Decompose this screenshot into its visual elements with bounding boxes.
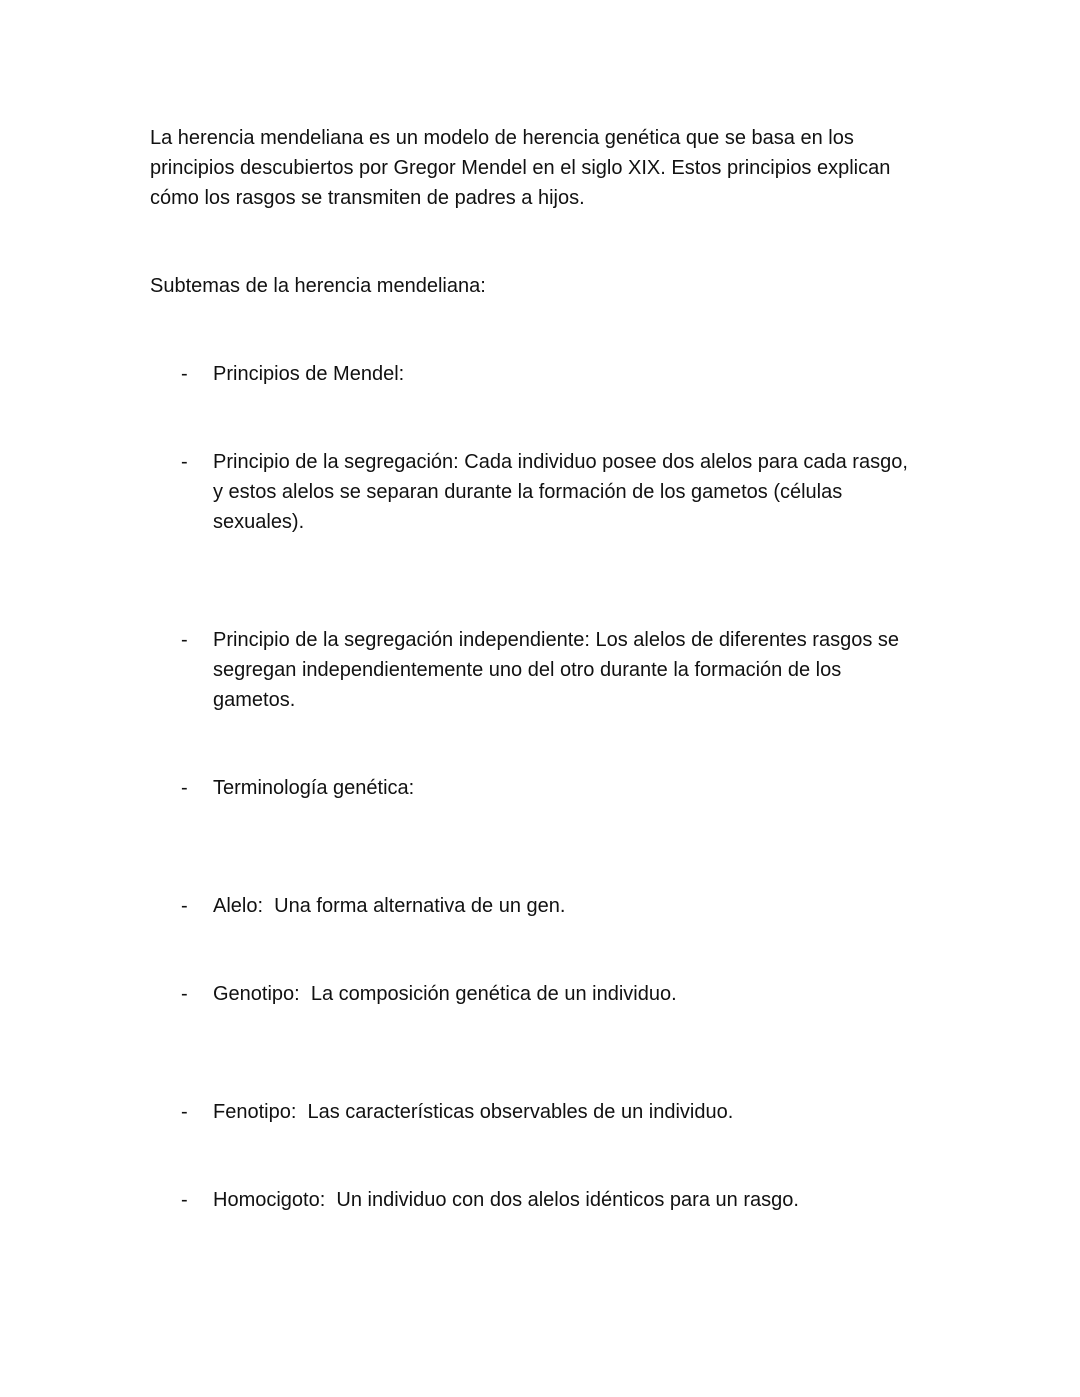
bullet-dash: -: [181, 363, 188, 385]
list-item-text: Alelo: Una forma alternativa de un gen.: [213, 895, 566, 917]
bullet-dash: -: [181, 1101, 188, 1123]
subtopics-heading: Subtemas de la herencia mendeliana:: [150, 275, 486, 297]
list-item-text: Genotipo: La composición genética de un individuo.: [213, 983, 677, 1005]
bullet-dash: -: [181, 451, 188, 473]
bullet-dash: -: [181, 629, 188, 651]
list-item-text: Principios de Mendel:: [213, 363, 405, 385]
intro-paragraph: La herencia mendeliana es un modelo de herencia genética que se basa en los principios descubiertos por Gregor Mendel en el siglo XIX. Estos principios explican cómo los rasgos se transmiten de padres a hijos.: [150, 127, 896, 209]
bullet-dash: -: [181, 983, 188, 1005]
list-item-text: Terminología genética:: [213, 777, 415, 799]
list-item-text: Homocigoto: Un individuo con dos alelos idénticos para un rasgo.: [213, 1189, 799, 1211]
bullet-dash: -: [181, 895, 188, 917]
list-item-text: Principio de la segregación independiente: Los alelos de diferentes rasgos se segregan independientemente uno del otro durante la formación de los gametos.: [213, 629, 905, 711]
bullet-dash: -: [181, 1189, 188, 1211]
bullet-dash: -: [181, 777, 188, 799]
list-item-text: Principio de la segregación: Cada individuo posee dos alelos para cada rasgo, y estos alelos se separan durante la formación de los gametos (células sexuales).: [213, 451, 914, 533]
list-item-text: Fenotipo: Las características observables de un individuo.: [213, 1101, 734, 1123]
